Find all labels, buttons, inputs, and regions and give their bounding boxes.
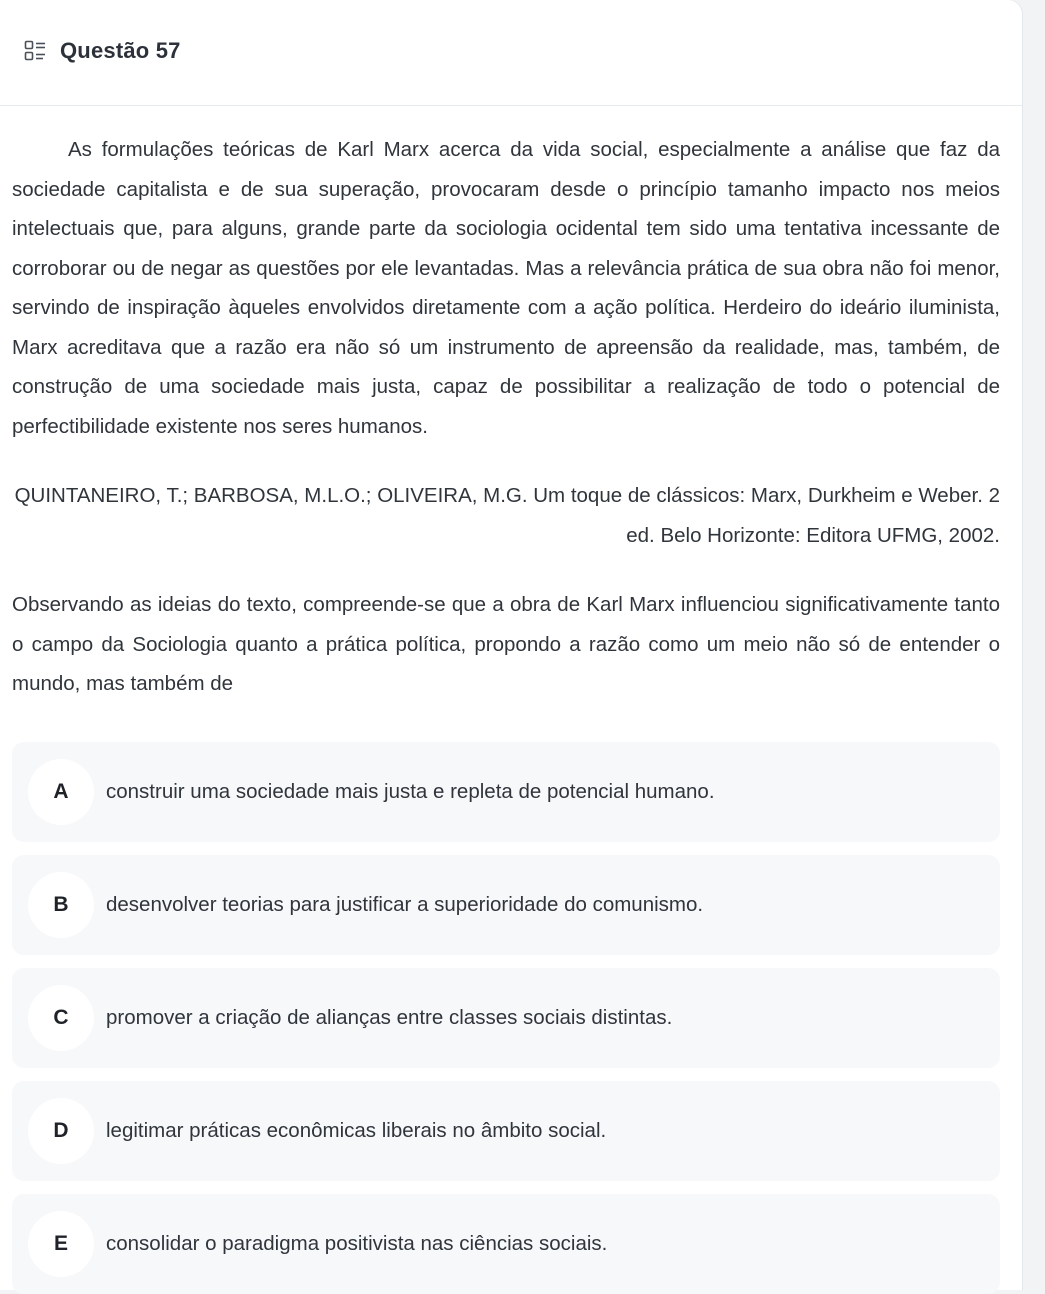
option-letter: A	[28, 759, 94, 825]
option-letter: C	[28, 985, 94, 1051]
option-a[interactable]	[12, 742, 1000, 842]
option-text: consolidar o paradigma positivista nas ciências sociais.	[106, 1231, 608, 1255]
option-text: desenvolver teorias para justificar a superioridade do comunismo.	[106, 892, 704, 916]
option-e[interactable]	[12, 1194, 1000, 1294]
question-body	[0, 130, 1022, 1294]
answer-options	[12, 742, 1000, 1294]
question-header	[0, 0, 1022, 106]
question-list-icon	[24, 40, 46, 62]
option-text: promover a criação de alianças entre classes sociais distintas.	[106, 1005, 673, 1029]
question-text: As formulações teóricas de Karl Marx acerca da vida social, especialmente a análise que faz da sociedade capitalista e de sua superação, provocaram desde o princípio tamanho impacto nos meios intelectuais que, para alguns, grande parte da sociologia ocidental tem sido uma tentativa incessante de corroborar ou de negar as questões por ele levantadas. Mas a relevância prática de sua obra não foi menor, servindo de inspiração àqueles envolvidos diretamente com a ação política. Herdeiro do ideário iluminista, Marx acreditava que a razão era não só um instrumento de apreensão da realidade, mas, também, de construção de uma sociedade mais justa, capaz de possibilitar a realização de todo o potencial de perfectibilidade existente nos seres humanos.	[12, 138, 1000, 438]
option-c[interactable]	[12, 968, 1000, 1068]
question-reference: QUINTANEIRO, T.; BARBOSA, M.L.O.; OLIVEIRA, M.G. Um toque de clássicos: Marx, Durkheim e Weber. 2 ed. Belo Horizonte: Editora UFMG, 2002.	[14, 484, 1000, 547]
option-d[interactable]	[12, 1081, 1000, 1181]
question-prompt: Observando as ideias do texto, compreende-se que a obra de Karl Marx influenciou significativamente tanto o campo da Sociologia quanto a prática política, propondo a razão como um meio não só de entender o mundo, mas também de	[12, 593, 1000, 695]
option-text: legitimar práticas econômicas liberais no âmbito social.	[106, 1118, 607, 1142]
option-letter: E	[28, 1211, 94, 1277]
option-letter: D	[28, 1098, 94, 1164]
question-title: Questão 57	[60, 37, 181, 63]
option-b[interactable]	[12, 855, 1000, 955]
option-text: construir uma sociedade mais justa e repleta de potencial humano.	[106, 779, 715, 803]
option-letter: B	[28, 872, 94, 938]
